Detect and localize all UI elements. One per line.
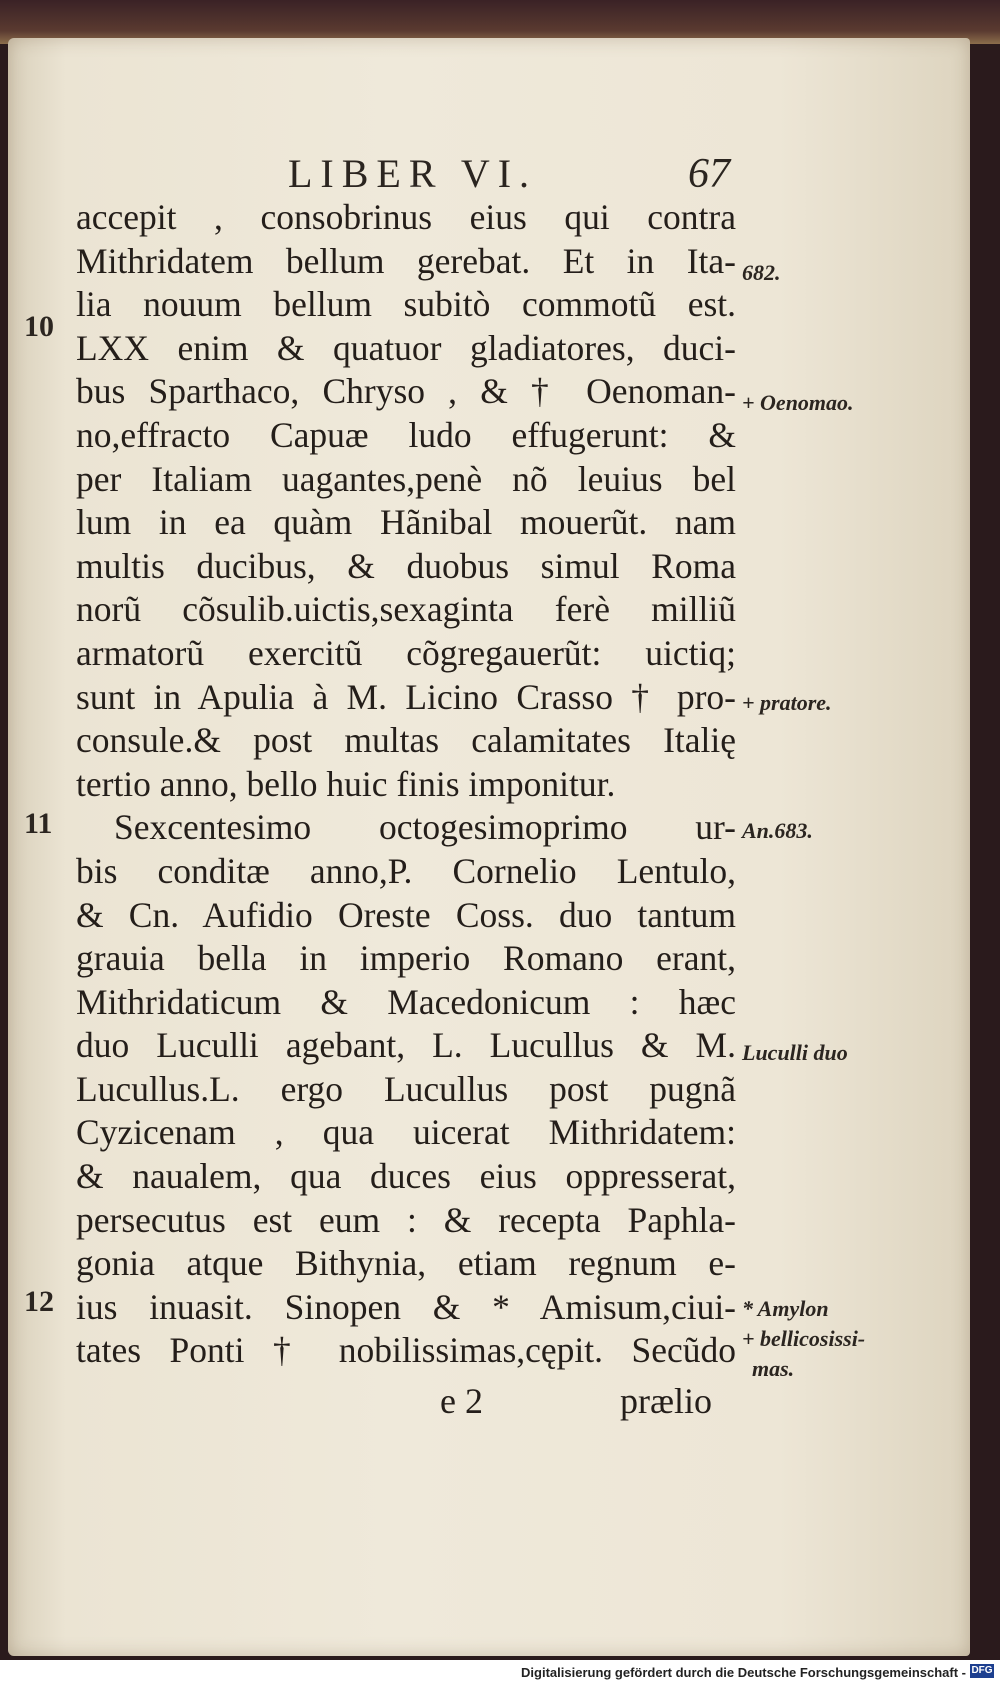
- text-line: persecutus est eum : & recepta Paphla-: [76, 1199, 736, 1240]
- text-line: lia nouum bellum subitò commotũ est.: [76, 284, 736, 325]
- chapter-number: 10: [24, 310, 54, 343]
- margin-note-bellicosissimas: mas.: [752, 1356, 795, 1381]
- margin-note-year: 682.: [742, 260, 781, 285]
- margin-note-luculli: Luculli duo: [742, 1040, 848, 1065]
- text-line: & Cn. Aufidio Oreste Coss. duo tantum: [76, 894, 736, 935]
- text-line: LXX enim & quatuor gladiatores, duci-: [76, 327, 736, 368]
- page-number: 67: [688, 151, 730, 197]
- text-line: bus Sparthaco, Chryso , & † Oenoman-: [76, 371, 736, 412]
- footer-credit: Digitalisierung gefördert durch die Deutsche Forschungsgemeinschaft -: [521, 1665, 966, 1680]
- text-line: grauia bella in imperio Romano erant,: [76, 938, 736, 979]
- text-line: no,effracto Capuæ ludo effugerunt: &: [76, 414, 736, 455]
- dfg-logo: DFG: [971, 1665, 993, 1676]
- text-line: ius inuasit. Sinopen & * Amisum,ciui-: [76, 1286, 736, 1327]
- text-line: multis ducibus, & duobus simul Roma: [76, 545, 736, 586]
- text-line: tertio anno, bello huic finis imponitur.: [76, 763, 616, 804]
- text-line: bis conditæ anno,P. Cornelio Lentulo,: [76, 850, 736, 891]
- text-line: Sexcentesimo octogesimoprimo ur-: [114, 807, 736, 848]
- text-line: lum in ea quàm Hãnibal mouerũt. nam: [76, 502, 736, 543]
- text-line: Cyzicenam , qua uicerat Mithridatem:: [76, 1112, 736, 1153]
- text-line: sunt in Apulia à M. Licino Crasso † pro-: [76, 676, 736, 717]
- signature-mark: e 2: [440, 1381, 483, 1421]
- margin-note-pratore: + pratore.: [742, 690, 832, 715]
- margin-note-oenomao: + Oenomao.: [742, 390, 854, 415]
- catchword: prælio: [620, 1381, 713, 1421]
- chapter-number: 12: [24, 1285, 54, 1318]
- text-line: consule.& post multas calamitates Italię: [76, 720, 736, 761]
- margin-note-year: An.683.: [742, 818, 813, 843]
- text-line: tates Ponti † nobilissimas,cępit. Secũdo: [76, 1330, 736, 1371]
- running-title: LIBER VI.: [288, 151, 538, 196]
- body-text: [76, 196, 736, 1373]
- text-line: armatorũ exercitũ cõgregauerũt: uictiq;: [76, 632, 736, 673]
- page-header: [270, 150, 730, 200]
- text-line: per Italiam uagantes,penè nõ leuius bel: [76, 458, 736, 499]
- text-line: Mithridatem bellum gerebat. Et in Ita-: [76, 240, 736, 281]
- chapter-number: 11: [24, 807, 53, 840]
- text-line: duo Luculli agebant, L. Lucullus & M.: [76, 1025, 736, 1066]
- text-line: accepit , consobrinus eius qui contra: [76, 197, 736, 237]
- margin-note-amylon: * Amylon: [742, 1296, 829, 1321]
- text-line: Mithridaticum & Macedonicum : hæc: [76, 981, 736, 1022]
- text-line: Lucullus.L. ergo Lucullus post pugnã: [76, 1068, 736, 1109]
- text-line: & naualem, qua duces eius oppresserat,: [76, 1156, 736, 1197]
- margin-note-bellicosissimas: + bellicosissi-: [742, 1326, 866, 1351]
- text-line: gonia atque Bithynia, etiam regnum e-: [76, 1243, 736, 1284]
- text-line: norũ cõsulib.uictis,sexaginta ferè milliũ: [76, 589, 736, 630]
